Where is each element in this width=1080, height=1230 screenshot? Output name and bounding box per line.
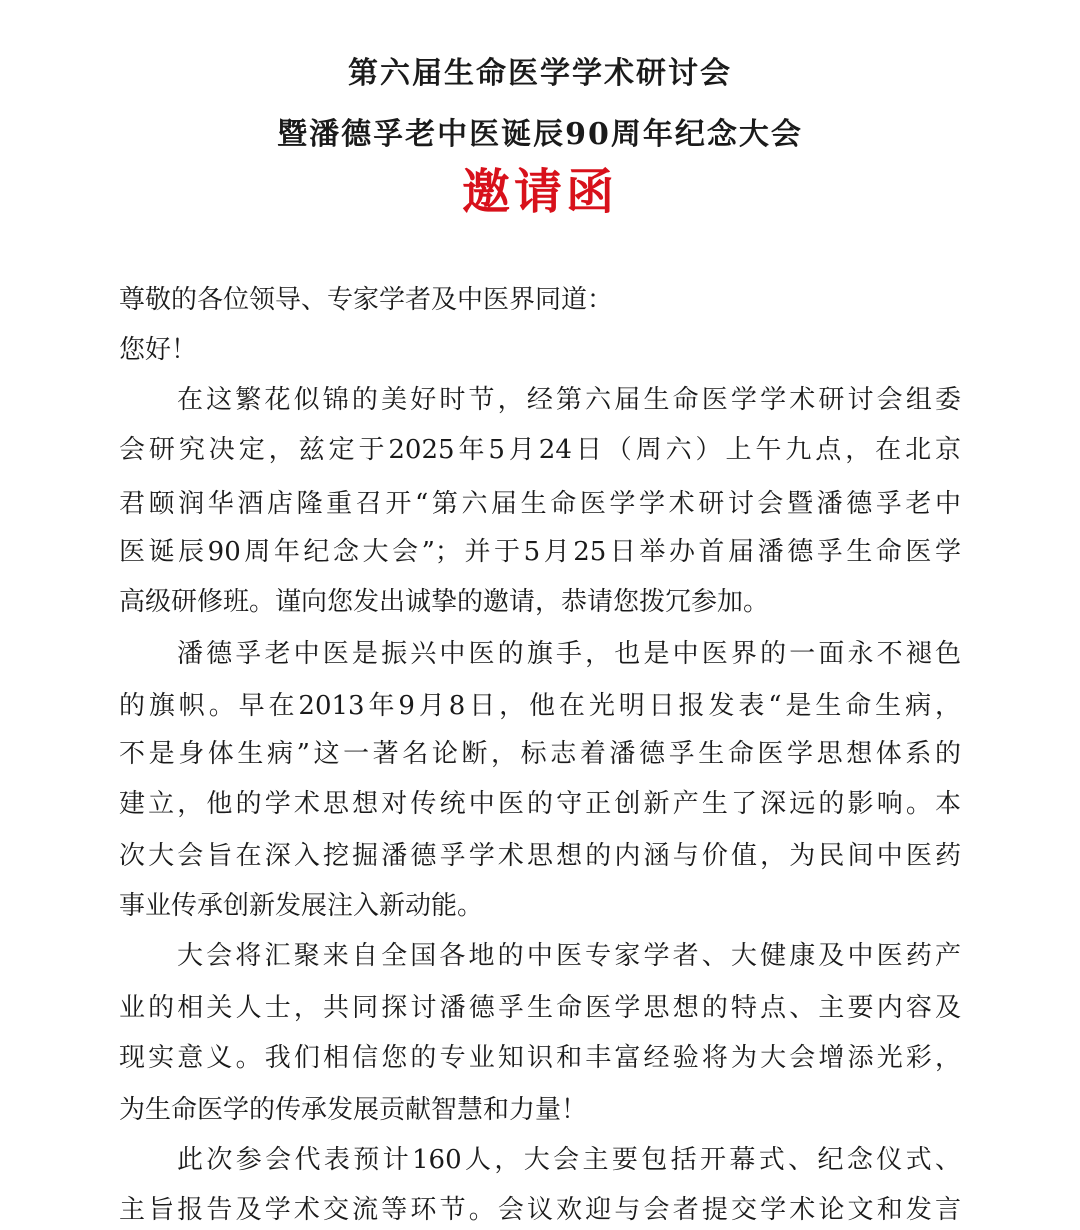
paragraph2-line: 建立，他的学术思想对传统中医的守正创新产生了深远的影响。本 xyxy=(119,789,961,819)
conference-title-line2: 暨潘德孚老中医诞辰90周年纪念大会 xyxy=(277,117,803,152)
paragraph2-line: 不是身体生病”这一著名论断，标志着潘德孚生命医学思想体系的 xyxy=(119,739,961,769)
paragraph4-line: 此次参会代表预计160人，大会主要包括开幕式、纪念仪式、 xyxy=(177,1145,961,1175)
paragraph1-line: 君颐润华酒店隆重召开“第六届生命医学学术研讨会暨潘德孚老中 xyxy=(119,489,961,519)
conference-title-line1: 第六届生命医学学术研讨会 xyxy=(348,56,732,91)
paragraph3-line: 为生命医学的传承发展贡献智慧和力量！ xyxy=(119,1095,588,1125)
paragraph3-line: 大会将汇聚来自全国各地的中医专家学者、大健康及中医药产 xyxy=(177,941,961,971)
paragraph2-line: 潘德孚老中医是振兴中医的旗手，也是中医界的一面永不褪色 xyxy=(177,639,961,669)
paragraph2-line: 次大会旨在深入挖掘潘德孚学术思想的内涵与价值，为民间中医药 xyxy=(119,841,961,871)
paragraph2-line: 事业传承创新发展注入新动能。 xyxy=(119,891,484,921)
invitation-heading: 邀请函 xyxy=(461,164,618,220)
paragraph4-line: 主旨报告及学术交流等环节。会议欢迎与会者提交学术论文和发言 xyxy=(119,1195,961,1225)
paragraph1-line: 会研究决定，兹定于2025年5月24日（周六）上午九点，在北京 xyxy=(119,435,961,465)
paragraph3-line: 现实意义。我们相信您的专业知识和丰富经验将为大会增添光彩， xyxy=(119,1043,961,1073)
paragraph3-line: 业的相关人士，共同探讨潘德孚生命医学思想的特点、主要内容及 xyxy=(119,993,961,1023)
salutation: 尊敬的各位领导、专家学者及中医界同道： xyxy=(119,285,614,315)
paragraph1-line: 高级研修班。谨向您发出诚挚的邀请，恭请您拨冗参加。 xyxy=(119,587,770,617)
greeting: 您好！ xyxy=(119,335,198,365)
paragraph2-line: 的旗帜。早在2013年9月8日，他在光明日报发表“是生命生病， xyxy=(119,691,961,721)
paragraph1-line: 在这繁花似锦的美好时节，经第六届生命医学学术研讨会组委 xyxy=(177,385,961,415)
paragraph1-line: 医诞辰90周年纪念大会”；并于5月25日举办首届潘德孚生命医学 xyxy=(119,537,961,567)
